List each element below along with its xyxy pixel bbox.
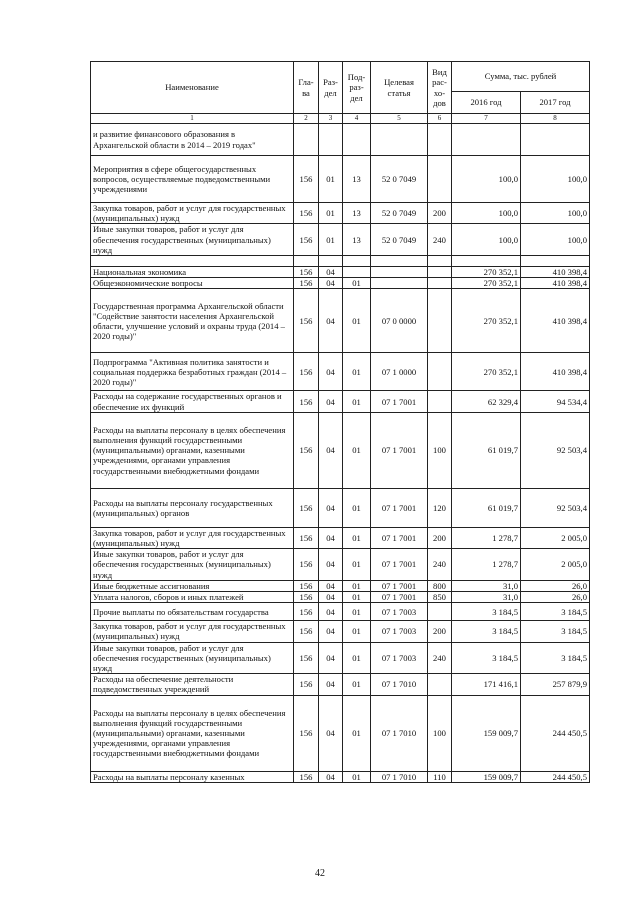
index-cell: 7: [452, 114, 521, 124]
row-razdel: 04: [319, 391, 343, 412]
row-sum-2017: 3 184,5: [521, 603, 590, 621]
row-name: Закупка товаров, работ и услуг для государственных (муниципальных) нужд: [91, 621, 294, 642]
row-vid: [428, 278, 452, 289]
row-name: Расходы на обеспечение деятельности подведомственных учреждений: [91, 674, 294, 695]
header-name: Наименование: [91, 62, 294, 114]
row-podrazdel: 01: [343, 771, 371, 782]
header-glava: Гла-ва: [294, 62, 319, 114]
row-name: Расходы на выплаты персоналу в целях обеспечения выполнения функций государственными (муниципальными) органами, казенными учреждениями, органами управления государственными внебюджетными фондами: [91, 412, 294, 488]
row-celevaya: 07 1 7001: [371, 592, 428, 603]
index-cell: 5: [371, 114, 428, 124]
row-podrazdel: 01: [343, 391, 371, 412]
row-vid: 200: [428, 621, 452, 642]
row-podrazdel: 01: [343, 580, 371, 591]
row-vid: [428, 603, 452, 621]
row-sum-2017: 244 450,5: [521, 771, 590, 782]
row-vid: 200: [428, 203, 452, 224]
row-sum-2017: [521, 124, 590, 156]
row-podrazdel: 01: [343, 527, 371, 548]
table-row: [91, 527, 590, 548]
row-podrazdel: 01: [343, 695, 371, 771]
row-name: Национальная экономика: [91, 267, 294, 278]
row-glava: 156: [294, 156, 319, 203]
row-glava: 156: [294, 603, 319, 621]
row-sum-2017: 410 398,4: [521, 353, 590, 391]
row-sum-2017: 2 005,0: [521, 527, 590, 548]
table-row: [91, 278, 590, 289]
index-cell: 6: [428, 114, 452, 124]
row-podrazdel: 13: [343, 203, 371, 224]
row-sum-2016: 31,0: [452, 580, 521, 591]
row-celevaya: 07 1 7001: [371, 488, 428, 527]
row-glava: 156: [294, 695, 319, 771]
budget-table: [90, 61, 590, 783]
row-sum-2016: 3 184,5: [452, 621, 521, 642]
row-podrazdel: 01: [343, 674, 371, 695]
row-name: Иные закупки товаров, работ и услуг для обеспечения государственных (муниципальных) нужд: [91, 549, 294, 581]
row-name: Прочие выплаты по обязательствам государства: [91, 603, 294, 621]
row-celevaya: [371, 256, 428, 267]
row-razdel: [319, 124, 343, 156]
row-name: Иные закупки товаров, работ и услуг для обеспечения государственных (муниципальных) нужд: [91, 642, 294, 674]
row-name: [91, 256, 294, 267]
index-cell: 3: [319, 114, 343, 124]
row-sum-2017: 92 503,4: [521, 412, 590, 488]
row-sum-2017: 3 184,5: [521, 642, 590, 674]
row-sum-2016: 1 278,7: [452, 549, 521, 581]
row-sum-2016: 159 009,7: [452, 771, 521, 782]
row-podrazdel: 01: [343, 621, 371, 642]
row-celevaya: [371, 124, 428, 156]
table-row: [91, 674, 590, 695]
row-razdel: 04: [319, 267, 343, 278]
row-celevaya: 07 1 7010: [371, 674, 428, 695]
row-sum-2017: 410 398,4: [521, 267, 590, 278]
row-glava: 156: [294, 771, 319, 782]
row-celevaya: 07 1 7003: [371, 642, 428, 674]
row-sum-2016: [452, 124, 521, 156]
row-name: Закупка товаров, работ и услуг для государственных (муниципальных) нужд: [91, 527, 294, 548]
row-podrazdel: 13: [343, 156, 371, 203]
header-podrazdel: Под-раз-дел: [343, 62, 371, 114]
row-vid: [428, 256, 452, 267]
row-vid: 100: [428, 695, 452, 771]
row-glava: 156: [294, 224, 319, 256]
row-razdel: 04: [319, 278, 343, 289]
row-sum-2017: 100,0: [521, 224, 590, 256]
row-razdel: [319, 256, 343, 267]
table-row: [91, 603, 590, 621]
index-cell: 8: [521, 114, 590, 124]
row-podrazdel: 01: [343, 488, 371, 527]
row-sum-2017: 100,0: [521, 156, 590, 203]
row-glava: 156: [294, 353, 319, 391]
table-row: [91, 488, 590, 527]
row-vid: 120: [428, 488, 452, 527]
row-razdel: 04: [319, 621, 343, 642]
row-glava: 156: [294, 621, 319, 642]
row-sum-2017: [521, 256, 590, 267]
header-summa: Сумма, тыс. рублей: [452, 62, 590, 92]
row-glava: 156: [294, 391, 319, 412]
table-row: [91, 391, 590, 412]
row-celevaya: 52 0 7049: [371, 224, 428, 256]
row-sum-2016: 62 329,4: [452, 391, 521, 412]
row-celevaya: 07 1 7010: [371, 695, 428, 771]
row-name: Иные закупки товаров, работ и услуг для обеспечения государственных (муниципальных) нужд: [91, 224, 294, 256]
table-row: [91, 580, 590, 591]
header-row-1: [91, 62, 590, 92]
table-row: [91, 124, 590, 156]
table-row: [91, 771, 590, 782]
row-glava: 156: [294, 267, 319, 278]
row-podrazdel: 01: [343, 603, 371, 621]
row-name: Расходы на выплаты персоналу в целях обеспечения выполнения функций государственными (муниципальными) органами, казенными учреждениями, органами управления государственными внебюджетными фондами: [91, 695, 294, 771]
table-row: [91, 203, 590, 224]
row-celevaya: 07 1 7001: [371, 527, 428, 548]
row-vid: 240: [428, 642, 452, 674]
row-celevaya: 07 1 7010: [371, 771, 428, 782]
row-razdel: 04: [319, 771, 343, 782]
row-name: и развитие финансового образования в Архангельской области в 2014 – 2019 годах": [91, 124, 294, 156]
row-razdel: 01: [319, 203, 343, 224]
row-razdel: 04: [319, 695, 343, 771]
row-celevaya: 07 1 7001: [371, 580, 428, 591]
index-row: [91, 114, 590, 124]
row-name: Расходы на выплаты персоналу казенных: [91, 771, 294, 782]
row-vid: 800: [428, 580, 452, 591]
index-cell: 2: [294, 114, 319, 124]
row-sum-2016: 3 184,5: [452, 642, 521, 674]
table-row: [91, 695, 590, 771]
row-glava: 156: [294, 289, 319, 353]
header-razdel: Раз-дел: [319, 62, 343, 114]
row-sum-2017: 410 398,4: [521, 289, 590, 353]
row-sum-2017: 3 184,5: [521, 621, 590, 642]
table-row: [91, 156, 590, 203]
row-name: Подпрограмма "Активная политика занятости и социальная поддержка безработных граждан (2014 – 2020 годы)": [91, 353, 294, 391]
row-podrazdel: [343, 124, 371, 156]
row-razdel: 04: [319, 549, 343, 581]
row-glava: [294, 256, 319, 267]
row-razdel: 04: [319, 642, 343, 674]
row-sum-2016: 61 019,7: [452, 488, 521, 527]
row-podrazdel: [343, 267, 371, 278]
row-celevaya: 07 1 7001: [371, 412, 428, 488]
row-glava: 156: [294, 412, 319, 488]
row-celevaya: 07 0 0000: [371, 289, 428, 353]
row-razdel: 04: [319, 289, 343, 353]
row-glava: 156: [294, 592, 319, 603]
row-glava: 156: [294, 488, 319, 527]
row-sum-2017: 26,0: [521, 592, 590, 603]
row-glava: 156: [294, 580, 319, 591]
row-podrazdel: 01: [343, 642, 371, 674]
row-glava: 156: [294, 674, 319, 695]
row-vid: 200: [428, 527, 452, 548]
table-row: [91, 267, 590, 278]
row-vid: 100: [428, 412, 452, 488]
row-glava: [294, 124, 319, 156]
row-sum-2016: 3 184,5: [452, 603, 521, 621]
row-razdel: 04: [319, 580, 343, 591]
row-vid: [428, 289, 452, 353]
row-sum-2016: 270 352,1: [452, 267, 521, 278]
row-podrazdel: 01: [343, 592, 371, 603]
row-vid: 850: [428, 592, 452, 603]
row-sum-2016: 61 019,7: [452, 412, 521, 488]
table-row: [91, 549, 590, 581]
row-celevaya: 07 1 7003: [371, 603, 428, 621]
row-vid: [428, 391, 452, 412]
header-2016: 2016 год: [452, 92, 521, 114]
row-glava: 156: [294, 549, 319, 581]
table-row: [91, 353, 590, 391]
row-razdel: 04: [319, 353, 343, 391]
row-sum-2017: 410 398,4: [521, 278, 590, 289]
table-row: [91, 412, 590, 488]
header-vid: Вид рас-хо-дов: [428, 62, 452, 114]
row-celevaya: 07 1 7001: [371, 549, 428, 581]
row-celevaya: 07 1 0000: [371, 353, 428, 391]
table-row: [91, 224, 590, 256]
row-celevaya: 52 0 7049: [371, 156, 428, 203]
row-vid: [428, 267, 452, 278]
row-name: Мероприятия в сфере общегосударственных вопросов, осуществляемые подведомственными учреждениями: [91, 156, 294, 203]
row-celevaya: 07 1 7003: [371, 621, 428, 642]
row-name: Иные бюджетные ассигнования: [91, 580, 294, 591]
row-celevaya: [371, 278, 428, 289]
row-sum-2017: 100,0: [521, 203, 590, 224]
header-celevaya: Целевая статья: [371, 62, 428, 114]
header-2017: 2017 год: [521, 92, 590, 114]
table-row: [91, 256, 590, 267]
row-sum-2016: 171 416,1: [452, 674, 521, 695]
row-vid: 240: [428, 224, 452, 256]
row-razdel: 04: [319, 592, 343, 603]
row-razdel: 04: [319, 412, 343, 488]
row-sum-2017: 26,0: [521, 580, 590, 591]
row-name: Расходы на выплаты персоналу государственных (муниципальных) органов: [91, 488, 294, 527]
row-sum-2016: 100,0: [452, 156, 521, 203]
row-glava: 156: [294, 278, 319, 289]
row-razdel: 01: [319, 224, 343, 256]
row-sum-2017: 257 879,9: [521, 674, 590, 695]
row-vid: 240: [428, 549, 452, 581]
row-glava: 156: [294, 203, 319, 224]
row-vid: [428, 156, 452, 203]
row-podrazdel: 01: [343, 289, 371, 353]
row-razdel: 04: [319, 488, 343, 527]
table-body: [91, 114, 590, 783]
row-vid: [428, 353, 452, 391]
table-row: [91, 289, 590, 353]
row-sum-2016: 270 352,1: [452, 289, 521, 353]
row-name: Закупка товаров, работ и услуг для государственных (муниципальных) нужд: [91, 203, 294, 224]
row-sum-2016: 270 352,1: [452, 278, 521, 289]
row-razdel: 04: [319, 527, 343, 548]
row-vid: [428, 124, 452, 156]
row-sum-2016: 1 278,7: [452, 527, 521, 548]
row-name: Государственная программа Архангельской области "Содействие занятости населения Архангельской области, улучшение условий и охраны труда (2014 – 2020 годы)": [91, 289, 294, 353]
table-row: [91, 592, 590, 603]
page-number: 42: [315, 868, 325, 879]
row-sum-2016: 100,0: [452, 203, 521, 224]
row-celevaya: 52 0 7049: [371, 203, 428, 224]
row-podrazdel: 01: [343, 278, 371, 289]
row-podrazdel: 13: [343, 224, 371, 256]
row-podrazdel: 01: [343, 549, 371, 581]
row-podrazdel: [343, 256, 371, 267]
row-vid: [428, 674, 452, 695]
row-celevaya: 07 1 7001: [371, 391, 428, 412]
table-row: [91, 621, 590, 642]
row-sum-2016: [452, 256, 521, 267]
index-cell: 1: [91, 114, 294, 124]
row-razdel: 04: [319, 603, 343, 621]
row-sum-2017: 2 005,0: [521, 549, 590, 581]
index-cell: 4: [343, 114, 371, 124]
row-podrazdel: 01: [343, 412, 371, 488]
row-sum-2016: 31,0: [452, 592, 521, 603]
row-podrazdel: 01: [343, 353, 371, 391]
row-sum-2016: 270 352,1: [452, 353, 521, 391]
row-sum-2016: 159 009,7: [452, 695, 521, 771]
row-sum-2016: 100,0: [452, 224, 521, 256]
row-sum-2017: 244 450,5: [521, 695, 590, 771]
row-name: Уплата налогов, сборов и иных платежей: [91, 592, 294, 603]
row-razdel: 04: [319, 674, 343, 695]
row-name: Расходы на содержание государственных органов и обеспечение их функций: [91, 391, 294, 412]
row-sum-2017: 92 503,4: [521, 488, 590, 527]
row-celevaya: [371, 267, 428, 278]
row-glava: 156: [294, 642, 319, 674]
row-name: Общеэкономические вопросы: [91, 278, 294, 289]
row-glava: 156: [294, 527, 319, 548]
row-vid: 110: [428, 771, 452, 782]
row-razdel: 01: [319, 156, 343, 203]
table-row: [91, 642, 590, 674]
row-sum-2017: 94 534,4: [521, 391, 590, 412]
